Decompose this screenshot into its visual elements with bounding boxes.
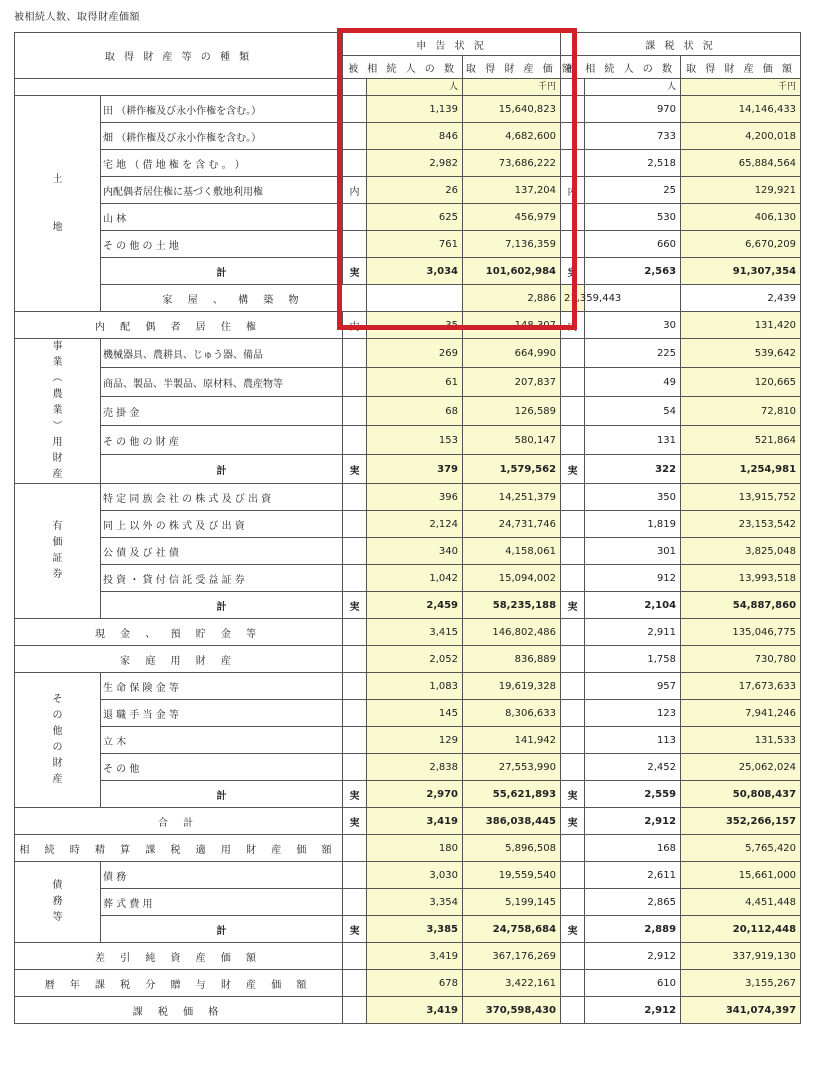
filing-mark bbox=[343, 970, 367, 997]
filing-decedents: 3,354 bbox=[367, 889, 463, 916]
tax-value: 4,200,018 bbox=[681, 123, 801, 150]
tax-mark: 内 bbox=[561, 177, 585, 204]
table-row bbox=[15, 150, 801, 177]
table-row bbox=[15, 673, 801, 700]
filing-mark bbox=[343, 565, 367, 592]
tax-mark-col bbox=[561, 79, 585, 96]
table-row bbox=[15, 339, 801, 368]
table-row bbox=[15, 368, 801, 397]
filing-value: 126,589 bbox=[463, 397, 561, 426]
row-label: 合 計 bbox=[15, 808, 343, 835]
filing-decedents: 129 bbox=[367, 727, 463, 754]
row-label: 公 債 及 び 社 債 bbox=[101, 538, 343, 565]
tax-mark bbox=[561, 339, 585, 368]
tax-mark bbox=[561, 727, 585, 754]
filing-decedents: 3,415 bbox=[367, 619, 463, 646]
tax-value: 129,921 bbox=[681, 177, 801, 204]
tax-value: 54,887,860 bbox=[681, 592, 801, 619]
filing-mark bbox=[343, 754, 367, 781]
filing-mark bbox=[343, 673, 367, 700]
filing-value: 386,038,445 bbox=[463, 808, 561, 835]
filing-decedents: 3,034 bbox=[367, 258, 463, 285]
table-row bbox=[15, 96, 801, 123]
tax-decedents: 2,452 bbox=[585, 754, 681, 781]
tax-value: 65,884,564 bbox=[681, 150, 801, 177]
tax-decedents-header: 被 相 続 人 の 数 bbox=[561, 56, 681, 79]
filing-value: 73,686,222 bbox=[463, 150, 561, 177]
filing-value: 19,559,540 bbox=[463, 862, 561, 889]
filing-value: 4,682,600 bbox=[463, 123, 561, 150]
tax-mark bbox=[561, 619, 585, 646]
tax-mark: 内 bbox=[561, 312, 585, 339]
table-row bbox=[15, 862, 801, 889]
filing-value: 370,598,430 bbox=[463, 997, 561, 1024]
tax-mark: 実 bbox=[561, 916, 585, 943]
filing-decedents: 3,385 bbox=[367, 916, 463, 943]
row-label: 計 bbox=[101, 592, 343, 619]
tax-decedents: 225 bbox=[585, 339, 681, 368]
tax-value: 20,112,448 bbox=[681, 916, 801, 943]
filing-value: 24,758,684 bbox=[463, 916, 561, 943]
filing-value: 146,802,486 bbox=[463, 619, 561, 646]
tax-mark: 実 bbox=[561, 455, 585, 484]
tax-decedents: 2,865 bbox=[585, 889, 681, 916]
tax-mark bbox=[561, 565, 585, 592]
type-header: 取 得 財 産 等 の 種 類 bbox=[15, 33, 343, 79]
filing-value: 24,731,746 bbox=[463, 511, 561, 538]
inheritance-tax-table bbox=[14, 32, 801, 1024]
tax-decedents: 2,911 bbox=[585, 619, 681, 646]
table-row bbox=[15, 312, 801, 339]
tax-mark bbox=[561, 231, 585, 258]
tax-mark: 実 bbox=[561, 258, 585, 285]
tax-mark bbox=[561, 889, 585, 916]
filing-value: 5,896,508 bbox=[463, 835, 561, 862]
table-row bbox=[15, 204, 801, 231]
tax-mark bbox=[561, 538, 585, 565]
tax-decedents: 2,559 bbox=[585, 781, 681, 808]
table-row bbox=[15, 231, 801, 258]
filing-mark bbox=[343, 511, 367, 538]
tax-mark bbox=[561, 997, 585, 1024]
filing-mark bbox=[343, 943, 367, 970]
tax-decedents: 2,518 bbox=[585, 150, 681, 177]
filing-mark bbox=[343, 150, 367, 177]
filing-mark: 実 bbox=[343, 808, 367, 835]
tax-value: 135,046,775 bbox=[681, 619, 801, 646]
filing-value: 664,990 bbox=[463, 339, 561, 368]
filing-value: 5,199,145 bbox=[463, 889, 561, 916]
filing-value: 19,619,328 bbox=[463, 673, 561, 700]
tax-value: 120,665 bbox=[681, 368, 801, 397]
filing-decedents: 26 bbox=[367, 177, 463, 204]
tax-value: 15,661,000 bbox=[681, 862, 801, 889]
tax-value: 539,642 bbox=[681, 339, 801, 368]
tax-value: 72,810 bbox=[681, 397, 801, 426]
filing-decedents: 379 bbox=[367, 455, 463, 484]
tax-value: 352,266,157 bbox=[681, 808, 801, 835]
filing-decedents: 2,459 bbox=[367, 592, 463, 619]
filing-mark bbox=[343, 368, 367, 397]
tax-decedents: 2,104 bbox=[585, 592, 681, 619]
table-row bbox=[15, 997, 801, 1024]
tax-decedents: 2,563 bbox=[585, 258, 681, 285]
row-label: 内配偶者居住権に基づく敷地利用権 bbox=[101, 177, 343, 204]
row-label: 家 庭 用 財 産 bbox=[15, 646, 343, 673]
tax-decedents: 660 bbox=[585, 231, 681, 258]
filing-mark bbox=[343, 700, 367, 727]
row-label: 債 務 bbox=[101, 862, 343, 889]
tax-value: 5,765,420 bbox=[681, 835, 801, 862]
tax-decedents: 113 bbox=[585, 727, 681, 754]
tax-decedents: 2,912 bbox=[585, 808, 681, 835]
filing-value: 1,579,562 bbox=[463, 455, 561, 484]
tax-mark bbox=[561, 150, 585, 177]
filing-mark bbox=[343, 426, 367, 455]
filing-mark bbox=[343, 96, 367, 123]
filing-decedents: 678 bbox=[367, 970, 463, 997]
filing-value: 55,621,893 bbox=[463, 781, 561, 808]
filing-value: 367,176,269 bbox=[463, 943, 561, 970]
tax-value: 3,155,267 bbox=[681, 970, 801, 997]
row-label: 田 （耕作権及び永小作権を含む。） bbox=[101, 96, 343, 123]
tax-mark bbox=[561, 943, 585, 970]
filing-mark: 実 bbox=[343, 916, 367, 943]
tax-unit-people: 人 bbox=[585, 79, 681, 96]
tax-mark bbox=[561, 673, 585, 700]
filing-decedents: 2,982 bbox=[367, 150, 463, 177]
table-row bbox=[15, 727, 801, 754]
table-row bbox=[15, 835, 801, 862]
tax-decedents: 530 bbox=[585, 204, 681, 231]
filing-decedents: 3,030 bbox=[367, 862, 463, 889]
filing-mark: 内 bbox=[343, 312, 367, 339]
filing-decedents: 35 bbox=[367, 312, 463, 339]
filing-decedents-header: 被 相 続 人 の 数 bbox=[343, 56, 463, 79]
filing-mark: 実 bbox=[343, 781, 367, 808]
category-other: そ の 他 の 財 産 bbox=[15, 673, 101, 808]
tax-value: 406,130 bbox=[681, 204, 801, 231]
table-row bbox=[15, 619, 801, 646]
tax-mark bbox=[561, 96, 585, 123]
tax-decedents: 2,889 bbox=[585, 916, 681, 943]
tax-value: 341,074,397 bbox=[681, 997, 801, 1024]
filing-mark bbox=[343, 204, 367, 231]
filing-mark-col bbox=[343, 79, 367, 96]
tax-value-header: 取 得 財 産 価 額 bbox=[681, 56, 801, 79]
category-securities: 有 価 証 券 bbox=[15, 484, 101, 619]
tax-value: 1,254,981 bbox=[681, 455, 801, 484]
tax-unit-yen: 千円 bbox=[681, 79, 801, 96]
tax-value: 50,808,437 bbox=[681, 781, 801, 808]
tax-decedents: 131 bbox=[585, 426, 681, 455]
filing-value: 148,307 bbox=[463, 312, 561, 339]
row-label: 計 bbox=[101, 916, 343, 943]
tax-decedents: 1,758 bbox=[585, 646, 681, 673]
tax-decedents: 733 bbox=[585, 123, 681, 150]
tax-value: 4,451,448 bbox=[681, 889, 801, 916]
row-label: 立 木 bbox=[101, 727, 343, 754]
filing-mark bbox=[367, 285, 463, 312]
tax-decedents: 301 bbox=[585, 538, 681, 565]
filing-mark bbox=[343, 484, 367, 511]
row-label: 計 bbox=[101, 455, 343, 484]
tax-value: 131,420 bbox=[681, 312, 801, 339]
row-label: そ の 他 bbox=[101, 754, 343, 781]
tax-mark bbox=[561, 204, 585, 231]
tax-decedents: 25 bbox=[585, 177, 681, 204]
tax-mark bbox=[561, 970, 585, 997]
tax-mark bbox=[561, 368, 585, 397]
table-row bbox=[15, 123, 801, 150]
filing-value-header: 取 得 財 産 価 額 bbox=[463, 56, 561, 79]
filing-decedents: 3,419 bbox=[367, 997, 463, 1024]
filing-mark bbox=[343, 889, 367, 916]
row-label: 内 配 偶 者 居 住 権 bbox=[15, 312, 343, 339]
filing-mark: 実 bbox=[343, 258, 367, 285]
row-label: 特 定 同 族 会 社 の 株 式 及 び 出 資 bbox=[101, 484, 343, 511]
table-row bbox=[15, 455, 801, 484]
filing-mark bbox=[343, 727, 367, 754]
filing-value: 7,136,359 bbox=[463, 231, 561, 258]
filing-decedents: 846 bbox=[367, 123, 463, 150]
row-label: 山 林 bbox=[101, 204, 343, 231]
tax-value: 23,153,542 bbox=[681, 511, 801, 538]
filing-decedents: 761 bbox=[367, 231, 463, 258]
filing-decedents: 145 bbox=[367, 700, 463, 727]
row-label: 相 続 時 精 算 課 税 適 用 財 産 価 額 bbox=[15, 835, 343, 862]
tax-value: 25,062,024 bbox=[681, 754, 801, 781]
tax-value: 131,533 bbox=[681, 727, 801, 754]
tax-decedents: 123 bbox=[585, 700, 681, 727]
tax-mark bbox=[561, 511, 585, 538]
filing-mark bbox=[343, 123, 367, 150]
filing-decedents: 1,042 bbox=[367, 565, 463, 592]
filing-value: 836,889 bbox=[463, 646, 561, 673]
tax-mark bbox=[561, 700, 585, 727]
table-row bbox=[15, 426, 801, 455]
row-label: 売 掛 金 bbox=[101, 397, 343, 426]
filing-decedents: 396 bbox=[367, 484, 463, 511]
table-row bbox=[15, 808, 801, 835]
tax-decedents: 2,439 bbox=[681, 285, 801, 312]
row-label: 計 bbox=[101, 781, 343, 808]
filing-mark: 実 bbox=[343, 592, 367, 619]
tax-value: 13,915,752 bbox=[681, 484, 801, 511]
tax-mark bbox=[561, 484, 585, 511]
filing-value: 456,979 bbox=[463, 204, 561, 231]
row-label: 計 bbox=[101, 258, 343, 285]
tax-value: 3,825,048 bbox=[681, 538, 801, 565]
table-row bbox=[15, 511, 801, 538]
tax-mark bbox=[561, 754, 585, 781]
table-row bbox=[15, 646, 801, 673]
tax-mark bbox=[561, 426, 585, 455]
filing-decedents: 61 bbox=[367, 368, 463, 397]
tax-value: 337,919,130 bbox=[681, 943, 801, 970]
table-row bbox=[15, 700, 801, 727]
tax-decedents: 970 bbox=[585, 96, 681, 123]
table-row bbox=[15, 754, 801, 781]
filing-value: 101,602,984 bbox=[463, 258, 561, 285]
category-debts: 債 務 等 bbox=[15, 862, 101, 943]
row-label: 家 屋 、 構 築 物 bbox=[101, 285, 367, 312]
filing-decedents: 3,419 bbox=[367, 808, 463, 835]
tax-decedents: 2,611 bbox=[585, 862, 681, 889]
filing-decedents: 2,124 bbox=[367, 511, 463, 538]
filing-value: 207,837 bbox=[463, 368, 561, 397]
table-row bbox=[15, 970, 801, 997]
filing-mark bbox=[343, 997, 367, 1024]
filing-value: 137,204 bbox=[463, 177, 561, 204]
filing-decedents: 2,970 bbox=[367, 781, 463, 808]
table-row bbox=[15, 538, 801, 565]
tax-decedents: 912 bbox=[585, 565, 681, 592]
filing-mark bbox=[343, 862, 367, 889]
filing-mark bbox=[343, 646, 367, 673]
row-label: 課 税 価 格 bbox=[15, 997, 343, 1024]
filing-mark bbox=[343, 339, 367, 368]
tax-mark bbox=[561, 123, 585, 150]
tax-decedents: 322 bbox=[585, 455, 681, 484]
filing-decedents: 625 bbox=[367, 204, 463, 231]
category-land: 土 地 bbox=[15, 96, 101, 312]
unit-row bbox=[15, 79, 801, 96]
unit-spacer bbox=[15, 79, 343, 96]
tax-mark: 実 bbox=[561, 592, 585, 619]
table-row bbox=[15, 258, 801, 285]
tax-decedents: 1,819 bbox=[585, 511, 681, 538]
filing-unit-yen: 千円 bbox=[463, 79, 561, 96]
row-label: 差 引 純 資 産 価 額 bbox=[15, 943, 343, 970]
filing-value: 580,147 bbox=[463, 426, 561, 455]
tax-value: 7,941,246 bbox=[681, 700, 801, 727]
filing-value: 21,359,443 bbox=[561, 285, 585, 312]
tax-value: 14,146,433 bbox=[681, 96, 801, 123]
filing-value: 3,422,161 bbox=[463, 970, 561, 997]
table-row bbox=[15, 943, 801, 970]
tax-decedents: 54 bbox=[585, 397, 681, 426]
table-row bbox=[15, 177, 801, 204]
filing-decedents: 340 bbox=[367, 538, 463, 565]
filing-decedents: 2,052 bbox=[367, 646, 463, 673]
filing-value: 15,640,823 bbox=[463, 96, 561, 123]
row-label: そ の 他 の 財 産 bbox=[101, 426, 343, 455]
row-label: 投 資 ・ 貸 付 信 託 受 益 証 券 bbox=[101, 565, 343, 592]
filing-decedents: 180 bbox=[367, 835, 463, 862]
filing-unit-people: 人 bbox=[367, 79, 463, 96]
tax-value: 91,307,354 bbox=[681, 258, 801, 285]
table-row bbox=[15, 397, 801, 426]
filing-value: 8,306,633 bbox=[463, 700, 561, 727]
row-label: 畑 （耕作権及び永小作権を含む。） bbox=[101, 123, 343, 150]
tax-decedents: 957 bbox=[585, 673, 681, 700]
filing-value: 14,251,379 bbox=[463, 484, 561, 511]
tax-decedents: 2,912 bbox=[585, 943, 681, 970]
filing-status-header: 申 告 状 況 bbox=[343, 33, 561, 56]
row-label: 葬 式 費 用 bbox=[101, 889, 343, 916]
filing-decedents: 269 bbox=[367, 339, 463, 368]
category-business: 事 業 ︵ 農 業 ︶ 用 財 産 bbox=[15, 339, 101, 484]
filing-mark bbox=[343, 538, 367, 565]
row-label: 退 職 手 当 金 等 bbox=[101, 700, 343, 727]
table-row bbox=[15, 285, 801, 312]
row-label: 同 上 以 外 の 株 式 及 び 出 資 bbox=[101, 511, 343, 538]
row-label: 商品、製品、半製品、原材料、農産物等 bbox=[101, 368, 343, 397]
tax-value: 521,864 bbox=[681, 426, 801, 455]
table-row bbox=[15, 781, 801, 808]
filing-mark: 内 bbox=[343, 177, 367, 204]
tax-decedents: 49 bbox=[585, 368, 681, 397]
tax-mark: 実 bbox=[561, 808, 585, 835]
table-row bbox=[15, 484, 801, 511]
tax-decedents: 350 bbox=[585, 484, 681, 511]
row-label: 機械器具、農耕具、じゅう器、備品 bbox=[101, 339, 343, 368]
tax-mark bbox=[561, 835, 585, 862]
row-label: 暦 年 課 税 分 贈 与 財 産 価 額 bbox=[15, 970, 343, 997]
filing-value: 58,235,188 bbox=[463, 592, 561, 619]
filing-decedents: 1,083 bbox=[367, 673, 463, 700]
filing-value: 4,158,061 bbox=[463, 538, 561, 565]
filing-mark bbox=[343, 619, 367, 646]
row-label: 現 金 、 預 貯 金 等 bbox=[15, 619, 343, 646]
tax-value: 730,780 bbox=[681, 646, 801, 673]
filing-mark: 実 bbox=[343, 455, 367, 484]
filing-decedents: 153 bbox=[367, 426, 463, 455]
row-label: そ の 他 の 土 地 bbox=[101, 231, 343, 258]
filing-value: 141,942 bbox=[463, 727, 561, 754]
tax-mark bbox=[561, 646, 585, 673]
tax-decedents: 2,912 bbox=[585, 997, 681, 1024]
filing-decedents: 68 bbox=[367, 397, 463, 426]
filing-decedents: 2,886 bbox=[463, 285, 561, 312]
tax-value: 13,993,518 bbox=[681, 565, 801, 592]
tax-mark bbox=[561, 397, 585, 426]
table-row bbox=[15, 889, 801, 916]
document-title: 被相続人数、取得財産価額 bbox=[14, 12, 140, 23]
row-label: 生 命 保 険 金 等 bbox=[101, 673, 343, 700]
table-row bbox=[15, 592, 801, 619]
taxation-status-header: 課 税 状 況 bbox=[561, 33, 801, 56]
tax-decedents: 168 bbox=[585, 835, 681, 862]
filing-decedents: 3,419 bbox=[367, 943, 463, 970]
filing-decedents: 1,139 bbox=[367, 96, 463, 123]
row-label: 宅 地 （ 借 地 権 を 含 む 。 ） bbox=[101, 150, 343, 177]
filing-mark bbox=[343, 397, 367, 426]
tax-decedents: 610 bbox=[585, 970, 681, 997]
filing-mark bbox=[343, 231, 367, 258]
table-row bbox=[15, 916, 801, 943]
tax-value: 17,673,633 bbox=[681, 673, 801, 700]
filing-decedents: 2,838 bbox=[367, 754, 463, 781]
tax-mark bbox=[561, 862, 585, 889]
filing-value: 15,094,002 bbox=[463, 565, 561, 592]
filing-mark bbox=[343, 835, 367, 862]
tax-decedents: 30 bbox=[585, 312, 681, 339]
tax-value: 6,670,209 bbox=[681, 231, 801, 258]
filing-value: 27,553,990 bbox=[463, 754, 561, 781]
table-row bbox=[15, 565, 801, 592]
tax-mark: 実 bbox=[561, 781, 585, 808]
